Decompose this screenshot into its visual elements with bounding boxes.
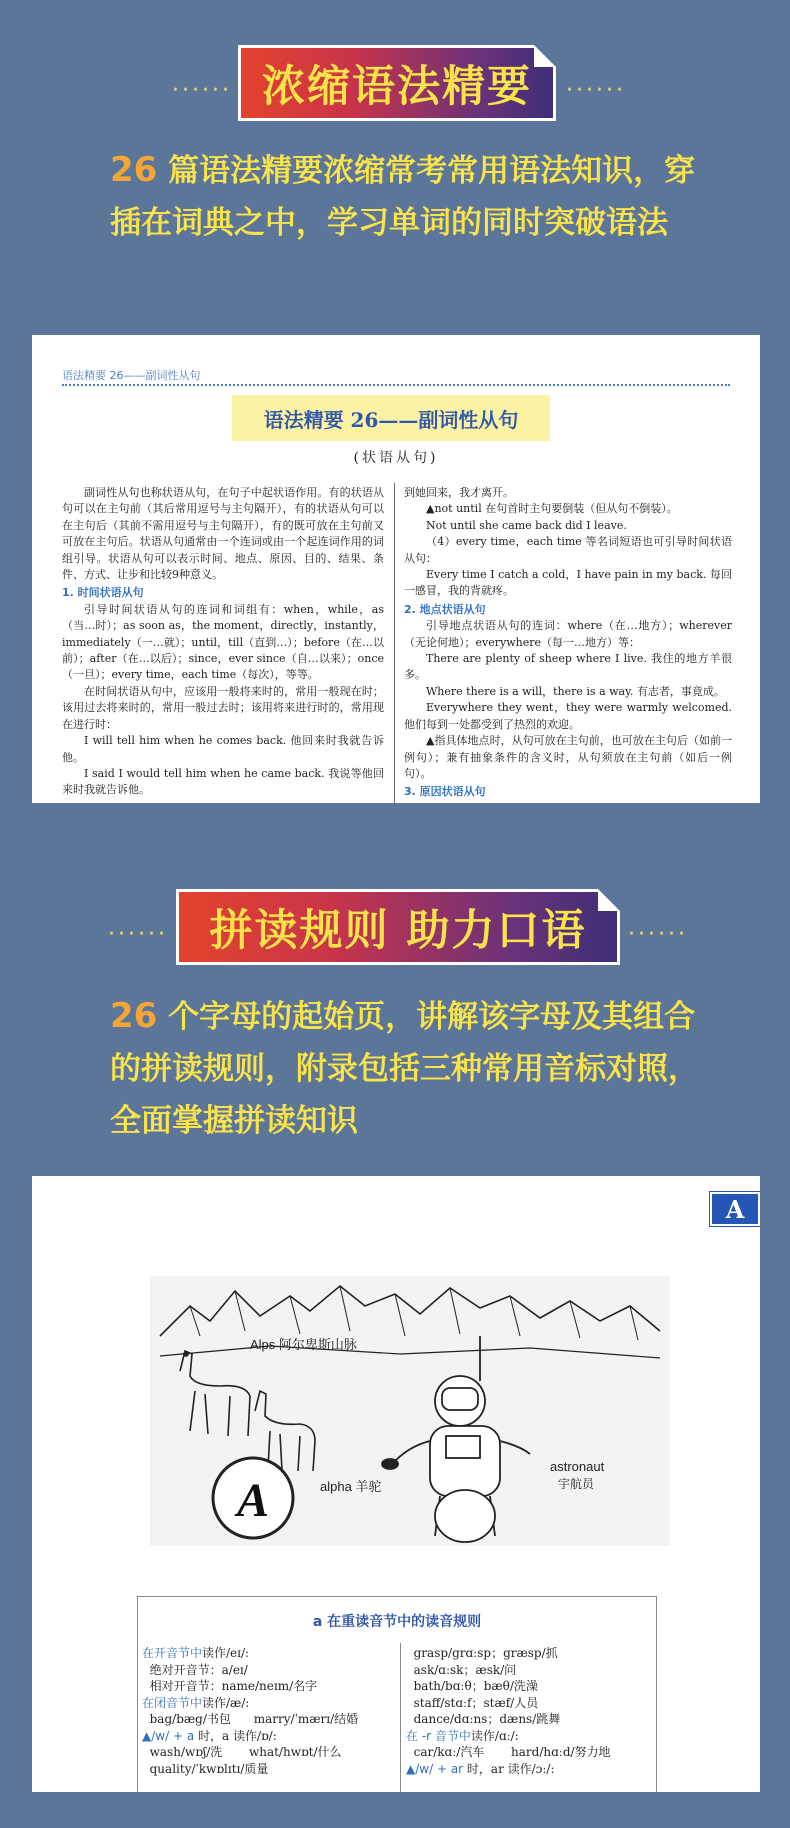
right-dots: ······ — [628, 922, 688, 947]
section-heading: 3. 原因状语从句 — [404, 785, 486, 799]
rule-line — [406, 1662, 656, 1679]
grammar-title: 语法精要 26——副词性从句 — [232, 395, 550, 441]
dotted-rule — [62, 384, 730, 386]
rule-line — [142, 1695, 396, 1712]
rule-line — [406, 1695, 656, 1712]
paragraph: （4）every time，each time 等名词短语也可引导时间状语从句： — [404, 535, 732, 565]
section1-desc-text: 篇语法精要浓缩常考常用语法知识，穿插在词典之中，学习单词的同时突破语法 — [110, 153, 696, 241]
letter-a-page-sample — [32, 1176, 760, 1792]
section1-banner-text: 浓缩语法精要 — [262, 61, 532, 112]
rule-line — [406, 1645, 656, 1662]
right-dots: ······ — [566, 78, 626, 103]
rule-highlight: 在 -r 音节中 — [406, 1728, 471, 1743]
paragraph: Where there is a will，there is a way. 有志者，事竟成。 — [426, 684, 725, 698]
paragraph: ▲not until 在句首时主句要倒装（但从句不倒装）。 — [426, 502, 678, 516]
section2-header — [0, 884, 790, 974]
rule-text: staff/stɑːf；stæf/人员 — [406, 1695, 539, 1710]
paragraph: There are plenty of sheep where I live. 我住的地方羊很多。 — [404, 652, 732, 682]
paragraph: 引导地点状语从句的连词：where（在…地方）；wherever（无论何地）；everywhere（每一…地方）等： — [404, 619, 732, 649]
rules-title: a 在重读音节中的读音规则 — [312, 1614, 482, 1630]
rule-text: wash/wɒʃ/洗 what/hwɒt/什么 — [142, 1745, 342, 1759]
rule-highlight: ▲/w/ + ar — [406, 1761, 464, 1776]
paragraph: I will tell him when he comes back. 他回来时我就告诉他。 — [62, 734, 384, 764]
section-heading: 2. 地点状语从句 — [404, 602, 486, 616]
rule-line — [142, 1761, 396, 1778]
section1-description — [110, 144, 710, 249]
rule-line — [406, 1744, 656, 1761]
section2-description — [110, 990, 710, 1147]
grammar-page-sample — [32, 335, 760, 803]
paragraph: Every time I catch a cold，I have pain in my back. 每回一感冒，我的背就疼。 — [404, 568, 732, 598]
astronaut-cn-label: 宇航员 — [558, 1477, 595, 1491]
alps-label: Alps 阿尔卑斯山脉 — [250, 1337, 357, 1352]
rule-highlight: 在闭音节中 — [142, 1695, 203, 1710]
rule-text: car/kɑː/汽车 hard/hɑːd/努力地 — [406, 1745, 611, 1759]
rule-text: 时，a 读作/ɒ/: — [194, 1728, 277, 1743]
banner-fold-corner — [534, 45, 556, 67]
running-head: 语法精要 26——副词性从句 — [62, 369, 201, 382]
rule-line — [142, 1678, 396, 1695]
rule-text: grasp/grɑːsp；græsp/抓 — [406, 1646, 558, 1660]
section2-desc-text: 个字母的起始页，讲解该字母及其组合的拼读规则，附录包括三种常用音标对照，全面掌握拼读知识 — [110, 999, 699, 1139]
paragraph: I said I would tell him when he came back. 我说等他回来时我就告诉他。 — [62, 766, 384, 797]
section-heading: 1. 时间状语从句 — [62, 586, 144, 600]
rule-highlight: ▲/w/ + a — [142, 1728, 195, 1743]
rule-line — [142, 1744, 396, 1761]
rule-line — [406, 1711, 656, 1728]
section2-banner — [176, 889, 620, 965]
rule-line — [406, 1728, 656, 1745]
rule-line — [142, 1728, 396, 1745]
rule-text: 绝对开音节：a/eɪ/ — [142, 1662, 248, 1677]
astronaut-label: astronaut — [550, 1459, 605, 1474]
rule-line — [406, 1678, 656, 1695]
rule-text: 读作/eɪ/: — [202, 1646, 250, 1660]
paragraph: ▲指具体地点时，从句可放在主句前，也可放在主句后（如前一例句）；兼有抽象条件的含义时，从句须放在主句前（如后一例句）。 — [404, 734, 732, 780]
rule-text: dance/dɑːns；dæns/跳舞 — [406, 1712, 561, 1726]
rule-line — [142, 1662, 396, 1679]
rules-right-column — [406, 1645, 656, 1777]
alpha-label: alpha 羊驼 — [320, 1479, 382, 1494]
paragraph: 在时间状语从句中，应该用一般将来时的，常用一般现在时；该用过去将来时的，常用一般过去时；该用将来进行时的，常用现在进行时： — [62, 684, 384, 731]
rule-text: bag/bæg/书包 marry/ˈmærɪ/结婚 — [142, 1712, 359, 1726]
big-letter-a: A — [236, 1474, 270, 1527]
paragraph: 到她回来，我才离开。 — [404, 486, 514, 499]
rules-left-column — [142, 1645, 396, 1777]
rules-column-divider — [400, 1643, 401, 1792]
paragraph: Not until she came back did I leave. — [426, 518, 627, 532]
rule-text: 相对开音节：name/neɪm/名字 — [142, 1679, 318, 1693]
left-column — [62, 485, 384, 799]
letter-a-illustration — [150, 1276, 670, 1546]
rule-line — [406, 1761, 656, 1778]
paragraph: 副词性从句也称状语从句，在句子中起状语作用。有的状语从句可以在主句前（其后常用逗号与主句隔开），有的状语从句可以在主句后（其前不需用逗号与主句隔开），有的既可放在主句前又可放在主句后。状语从句通常由一个连词或由一个起连词作用的词组引导。状语从句可以表示时间、地点、原因、目的、结果、条件、方式、让步和比较9种意义。 — [62, 486, 384, 582]
rule-line — [142, 1711, 396, 1728]
rule-text: 时，ar 读作/ɔː/: — [463, 1761, 555, 1776]
pronunciation-rules-box — [137, 1596, 657, 1792]
section1-header — [0, 40, 790, 130]
section2-banner-text: 拼读规则 助力口语 — [209, 905, 587, 956]
banner-fold-corner — [598, 889, 620, 911]
left-dots: ······ — [108, 922, 168, 947]
rule-line — [142, 1645, 396, 1662]
paragraph: 引导时间状语从句的连词和词组有：when，while，as（当…时）；as soon as，the moment，directly，instantly，immediately（一…就）；until，till（直到…）；before（在…以前）；after（在…以后）；since，ever since（自…以来）；once（一旦）；every time，each time（每次），等等。 — [62, 602, 384, 682]
section2-desc-number: 26 — [110, 996, 158, 1036]
section1-banner — [238, 45, 556, 121]
rule-text: 读作/æ/: — [202, 1695, 250, 1710]
rule-text: bath/bɑːθ；bæθ/洗澡 — [406, 1679, 538, 1693]
section1-desc-number: 26 — [110, 150, 158, 190]
rule-text: 读作/ɑː/: — [470, 1728, 519, 1743]
rule-text: quality/ˈkwɒlɪtɪ/质量 — [142, 1761, 269, 1776]
paragraph: Everywhere they went，they were warmly welcomed. 他们每到一处都受到了热烈的欢迎。 — [404, 701, 732, 731]
column-divider — [394, 483, 395, 803]
rule-text: ask/ɑːsk；æsk/问 — [406, 1662, 517, 1677]
rule-highlight: 在开音节中 — [142, 1646, 203, 1660]
right-column — [404, 485, 732, 801]
letter-tab: A — [710, 1192, 760, 1226]
grammar-subtitle: (状语从句) — [353, 450, 439, 466]
left-dots: ······ — [172, 78, 232, 103]
